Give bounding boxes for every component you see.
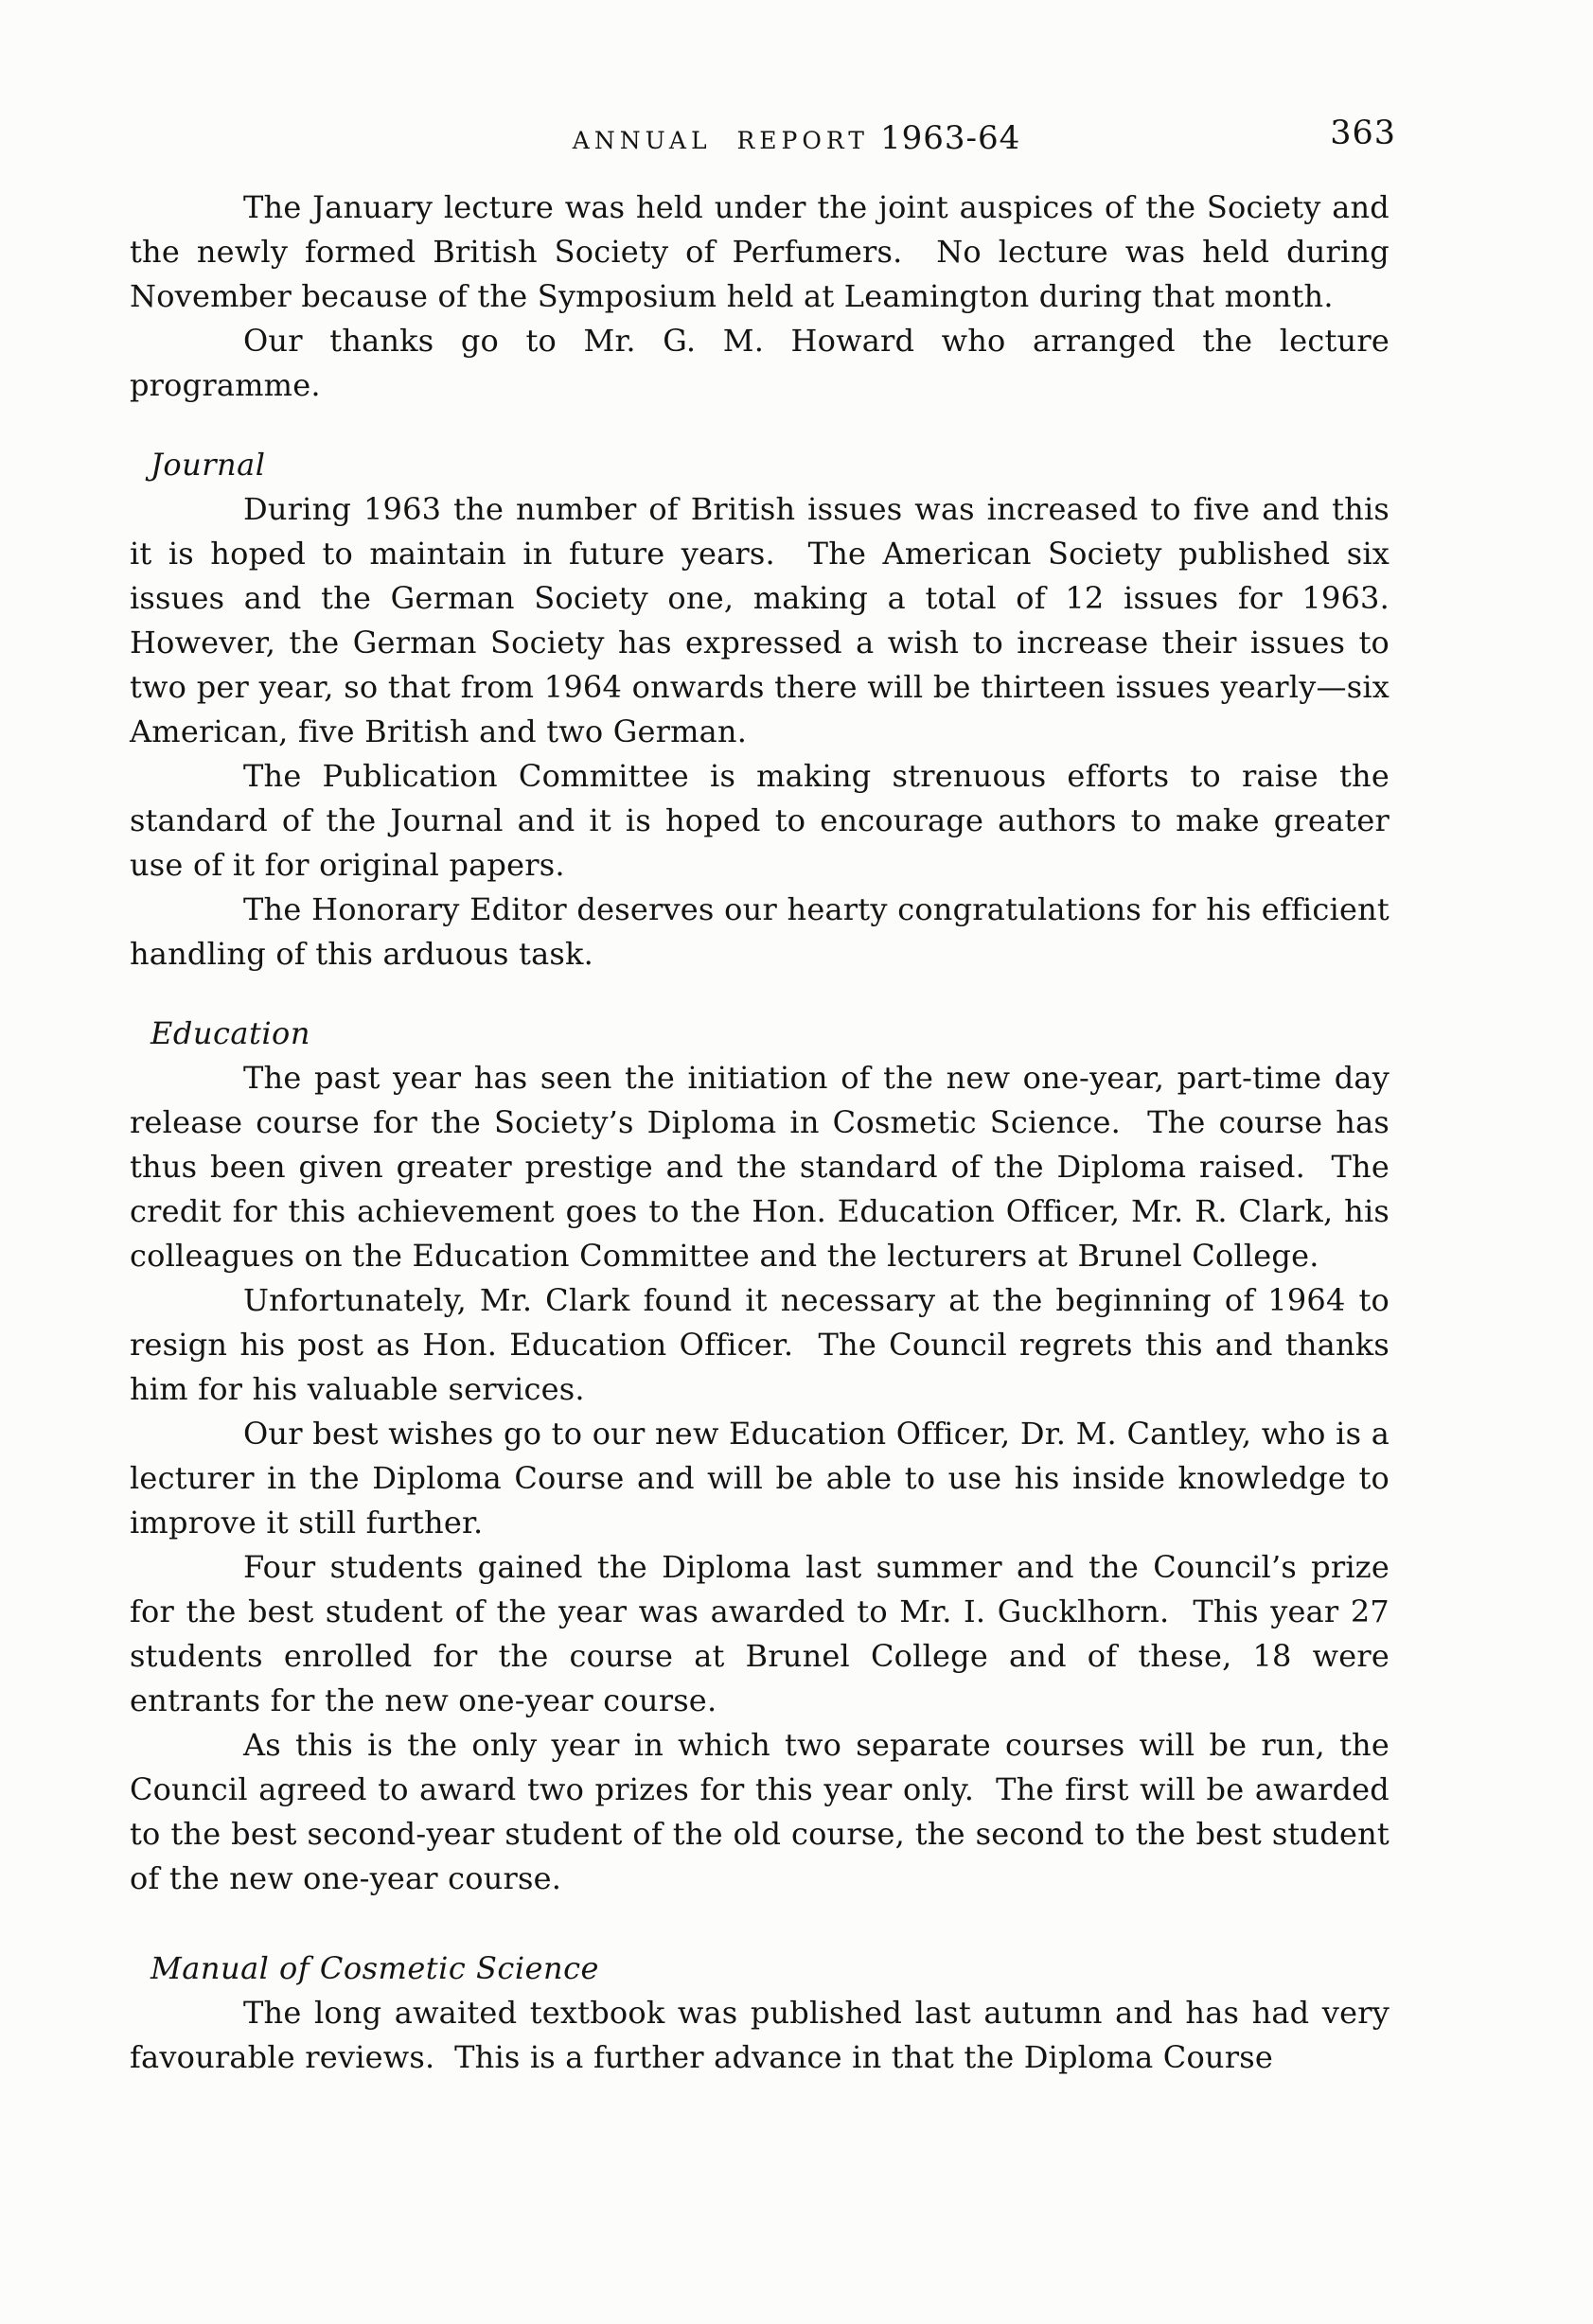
paragraph: Four students gained the Diploma last summer and the Council’s prize for the best student of the year was awarded to Mr. I. Gucklhorn. This year 27 students enrolled for the course at Brunel College and of these, 18 were entrants for the new one-year course.	[130, 1549, 1400, 1718]
section-lectures	[130, 185, 1400, 408]
paragraph: Unfortunately, Mr. Clark found it necessary at the beginning of 1964 to resign his post as Hon. Education Officer. The Council regrets this and thanks him for his valuable services.	[130, 1282, 1400, 1407]
section-heading-journal: Journal	[150, 447, 266, 483]
paragraph: The January lecture was held under the joint auspices of the Society and the newly formed British Society of Perfumers. No lecture was held during November because of the Symposium held at Leamington during that month.	[130, 189, 1400, 314]
report-body	[130, 185, 1409, 2080]
section-manual-of-cosmetic-science	[130, 1946, 1400, 2080]
paragraph: As this is the only year in which two separate courses will be run, the Council agreed to award two prizes for this year only. The first will be awarded to the best second-year student of the old course, the second to the best student of the new one-year course.	[130, 1727, 1400, 1896]
paragraph: The past year has seen the initiation of the new one-year, part-time day release course for the Society’s Diploma in Cosmetic Science. The course has thus been given greater prestige and the standard of the Diploma raised. The credit for this achievement goes to the Hon. Education Officer, Mr. R. Clark, his colleagues on the Education Committee and the lecturers at Brunel College.	[130, 1060, 1400, 1274]
paragraph: Our thanks go to Mr. G. M. Howard who arranged the lecture programme.	[130, 323, 1400, 403]
paragraph: During 1963 the number of British issues was increased to five and this it is hoped to maintain in future years. The American Society published six issues and the German Society one, making a total of 12 issues for 1963. However, the German Society has expressed a wish to increase their issues to two per year, so that from 1964 onwards there will be thirteen issues yearly—six American, five British and two German.	[130, 491, 1409, 749]
paragraph: The Publication Committee is making strenuous efforts to raise the standard of the Journal and it is hoped to encourage authors to make greater use of it for original papers.	[130, 758, 1400, 883]
section-journal	[130, 443, 1409, 977]
page-header	[0, 0, 1593, 170]
page-number: 363	[1330, 114, 1396, 152]
paragraph: Our best wishes go to our new Education Officer, Dr. M. Cantley, who is a lecturer in the Diploma Course and will be able to use his inside knowledge to improve it still further.	[130, 1416, 1400, 1541]
paragraph: The Honorary Editor deserves our hearty congratulations for his efficient handling of this arduous task.	[130, 891, 1400, 972]
section-heading-education: Education	[150, 1015, 310, 1051]
running-title-year: 1963-64	[879, 119, 1021, 157]
paragraph: The long awaited textbook was published last autumn and has had very favourable reviews. This is a further advance in that the Diploma Course	[130, 1995, 1400, 2075]
section-education	[130, 1012, 1400, 1901]
section-heading-manual-of-cosmetic-science: Manual of Cosmetic Science	[150, 1950, 599, 1986]
running-title-text: ANNUAL REPORT	[572, 127, 869, 154]
